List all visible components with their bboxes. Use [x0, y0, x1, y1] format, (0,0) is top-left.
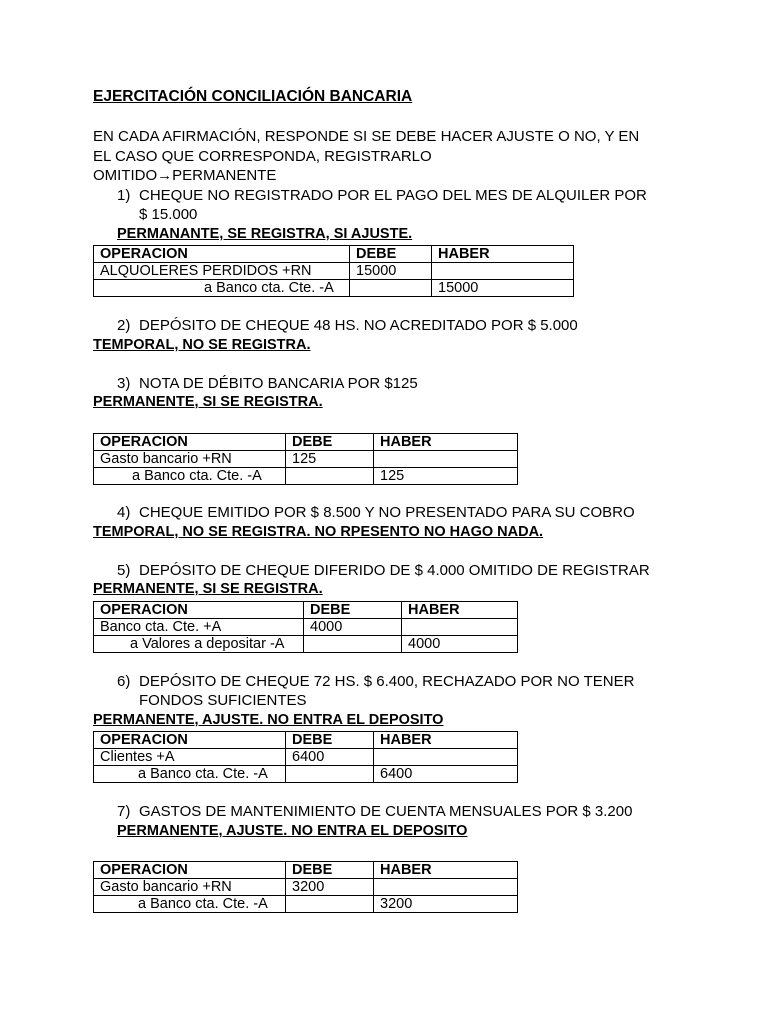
- item-5-text: DEPÓSITO DE CHEQUE DIFERIDO DE $ 4.000 OMITIDO DE REGISTRAR: [139, 562, 650, 579]
- cell-haber: [374, 749, 518, 766]
- cell-operacion: Banco cta. Cte. +A: [94, 619, 304, 636]
- cell-haber: 3200: [374, 896, 518, 913]
- cell-debe: 125: [286, 451, 374, 468]
- cell-haber: 4000: [402, 636, 518, 653]
- permanente-label: PERMANENTE: [172, 167, 277, 184]
- col-operacion: OPERACION: [94, 246, 350, 263]
- cell-operacion: a Banco cta. Cte. -A: [94, 766, 286, 783]
- item-6-text: DEPÓSITO DE CHEQUE 72 HS. $ 6.400, RECHAZADO POR NO TENER: [139, 673, 635, 690]
- cell-debe: 4000: [304, 619, 402, 636]
- cell-haber: [374, 451, 518, 468]
- cell-debe: 15000: [350, 263, 432, 280]
- instructions-line-3: [93, 167, 276, 184]
- table-row: [94, 879, 518, 896]
- cell-debe: 6400: [286, 749, 374, 766]
- item-3-verdict: PERMANENTE, SI SE REGISTRA.: [93, 394, 323, 410]
- item-7-number: 7): [117, 803, 131, 820]
- table-row: [94, 468, 518, 485]
- cell-haber: 15000: [432, 280, 574, 297]
- cell-operacion: Gasto bancario +RN: [94, 451, 286, 468]
- item-3-number: 3): [117, 375, 131, 392]
- item-1-journal-table: [93, 245, 574, 297]
- cell-operacion: Clientes +A: [94, 749, 286, 766]
- item-6-text-cont: FONDOS SUFICIENTES: [139, 692, 307, 709]
- cell-operacion: a Valores a depositar -A: [94, 636, 304, 653]
- page-title: EJERCITACIÓN CONCILIACIÓN BANCARIA: [93, 88, 413, 105]
- table-header-row: [94, 434, 518, 451]
- col-debe: DEBE: [286, 434, 374, 451]
- table-row: [94, 451, 518, 468]
- instructions-line-2: EL CASO QUE CORRESPONDA, REGISTRARLO: [93, 148, 432, 165]
- item-3-journal-table: [93, 433, 518, 485]
- col-operacion: OPERACION: [94, 602, 304, 619]
- col-haber: HABER: [432, 246, 574, 263]
- cell-debe: [286, 766, 374, 783]
- item-1-text-cont: $ 15.000: [139, 206, 198, 223]
- table-row: [94, 636, 518, 653]
- cell-operacion: Gasto bancario +RN: [94, 879, 286, 896]
- table-row: [94, 280, 574, 297]
- cell-operacion: ALQUOLERES PERDIDOS +RN: [94, 263, 350, 280]
- item-7-text: GASTOS DE MANTENIMIENTO DE CUENTA MENSUALES POR $ 3.200: [139, 803, 633, 820]
- omitido-label: OMITIDO: [93, 167, 158, 184]
- cell-debe: [304, 636, 402, 653]
- col-operacion: OPERACION: [94, 732, 286, 749]
- item-5-verdict: PERMANENTE, SI SE REGISTRA.: [93, 581, 323, 597]
- cell-haber: 6400: [374, 766, 518, 783]
- item-2-verdict: TEMPORAL, NO SE REGISTRA.: [93, 337, 311, 353]
- item-3-text: NOTA DE DÉBITO BANCARIA POR $125: [139, 375, 418, 392]
- col-haber: HABER: [374, 862, 518, 879]
- col-debe: DEBE: [350, 246, 432, 263]
- cell-haber: [432, 263, 574, 280]
- table-row: [94, 749, 518, 766]
- col-operacion: OPERACION: [94, 434, 286, 451]
- item-5-journal-table: [93, 601, 518, 653]
- cell-haber: [402, 619, 518, 636]
- table-row: [94, 619, 518, 636]
- item-1-text: CHEQUE NO REGISTRADO POR EL PAGO DEL MES DE ALQUILER POR: [139, 187, 647, 204]
- col-debe: DEBE: [286, 862, 374, 879]
- cell-operacion: a Banco cta. Cte. -A: [94, 896, 286, 913]
- table-header-row: [94, 862, 518, 879]
- item-4-number: 4): [117, 504, 131, 521]
- item-6-journal-table: [93, 731, 518, 783]
- item-5-number: 5): [117, 562, 131, 579]
- item-2-number: 2): [117, 317, 131, 334]
- cell-debe: [286, 468, 374, 485]
- item-7-verdict: PERMANENTE, AJUSTE. NO ENTRA EL DEPOSITO: [117, 823, 468, 839]
- col-operacion: OPERACION: [94, 862, 286, 879]
- col-debe: DEBE: [286, 732, 374, 749]
- item-6-verdict: PERMANENTE, AJUSTE. NO ENTRA EL DEPOSITO: [93, 712, 444, 728]
- instructions-line-1: EN CADA AFIRMACIÓN, RESPONDE SI SE DEBE HACER AJUSTE O NO, Y EN: [93, 128, 640, 145]
- item-6-number: 6): [117, 673, 131, 690]
- cell-debe: [350, 280, 432, 297]
- cell-debe: [286, 896, 374, 913]
- item-4-text: CHEQUE EMITIDO POR $ 8.500 Y NO PRESENTADO PARA SU COBRO: [139, 504, 635, 521]
- cell-haber: 125: [374, 468, 518, 485]
- item-7-journal-table: [93, 861, 518, 913]
- table-header-row: [94, 602, 518, 619]
- col-haber: HABER: [374, 434, 518, 451]
- cell-haber: [374, 879, 518, 896]
- table-row: [94, 766, 518, 783]
- col-debe: DEBE: [304, 602, 402, 619]
- item-2-text: DEPÓSITO DE CHEQUE 48 HS. NO ACREDITADO POR $ 5.000: [139, 317, 578, 334]
- table-header-row: [94, 732, 518, 749]
- right-arrow-icon: →: [157, 167, 173, 184]
- item-1-verdict: PERMANANTE, SE REGISTRA, SI AJUSTE.: [117, 226, 413, 242]
- table-row: [94, 896, 518, 913]
- table-header-row: [94, 246, 574, 263]
- item-4-verdict: TEMPORAL, NO SE REGISTRA. NO RPESENTO NO HAGO NADA.: [93, 524, 544, 540]
- col-haber: HABER: [402, 602, 518, 619]
- cell-operacion: a Banco cta. Cte. -A: [94, 280, 350, 297]
- table-row: [94, 263, 574, 280]
- cell-operacion: a Banco cta. Cte. -A: [94, 468, 286, 485]
- col-haber: HABER: [374, 732, 518, 749]
- item-1-number: 1): [117, 187, 131, 204]
- cell-debe: 3200: [286, 879, 374, 896]
